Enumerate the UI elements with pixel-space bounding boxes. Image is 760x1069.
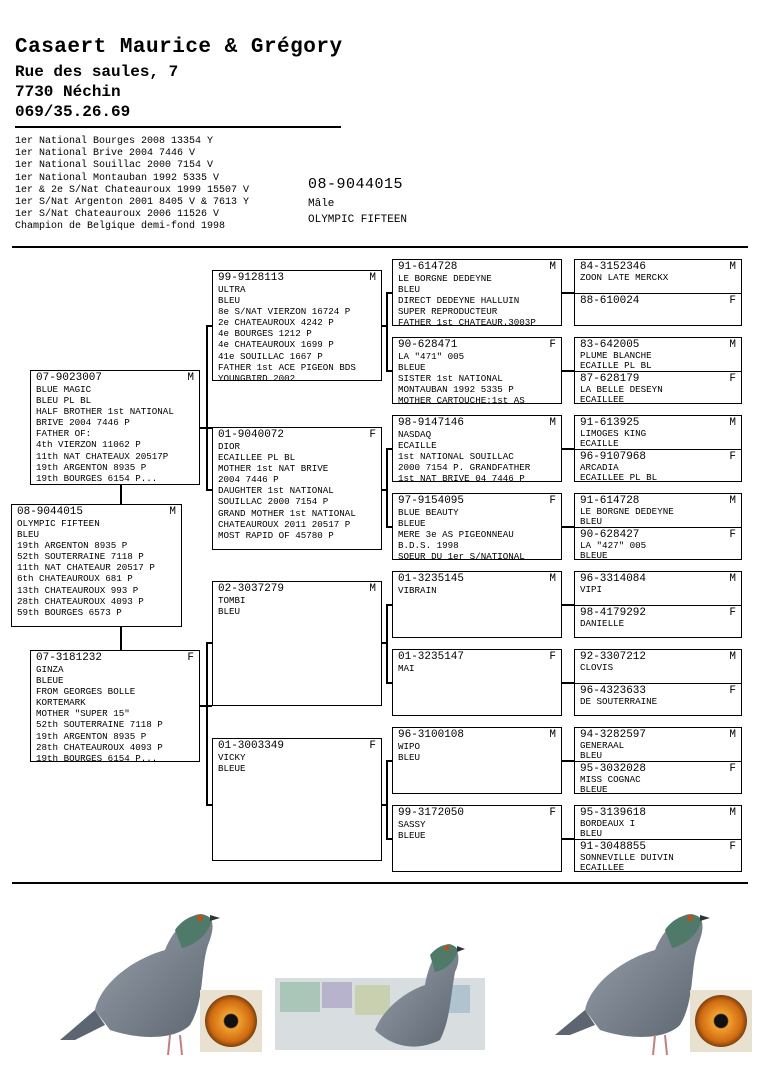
pedigree-line: VIPI <box>580 584 603 595</box>
connector-line <box>120 627 122 650</box>
ring-number: 97-9154095 <box>398 495 465 507</box>
pedigree-line: 1st NAT BRIVE 04 7446 P <box>398 473 525 482</box>
sex-marker: F <box>549 807 556 819</box>
pedigree-header <box>36 651 194 664</box>
gen4-sire-box <box>392 415 562 482</box>
connector-line <box>386 838 392 840</box>
ring-number: 96-3314084 <box>580 573 647 585</box>
pedigree-line: 8e S/NAT VIERZON 16724 P <box>218 306 351 318</box>
pedigree-line: CHATEAUROUX 2011 20517 P <box>218 518 351 530</box>
pedigree-line: 6th CHATEAUROUX 681 P <box>17 573 133 585</box>
header-underline <box>15 126 341 128</box>
gen4-dam-box <box>392 337 562 404</box>
dam-box <box>30 650 200 762</box>
pedigree-line: 52th SOUTERRAINE 7118 P <box>17 551 144 563</box>
pedigree-line: DAUGHTER 1st NATIONAL <box>218 485 334 497</box>
gen5-dam <box>575 683 741 716</box>
pedigree-header <box>17 505 176 518</box>
pedigree-header <box>218 271 376 284</box>
pedigree-line: ARCADIA <box>580 462 619 473</box>
pedigree-line: 13th CHATEAUROUX 993 P <box>17 584 139 596</box>
pedigree-line: 52th SOUTERRAINE 7118 P <box>36 719 163 731</box>
connector-line <box>562 292 574 294</box>
gen4-dam-box <box>392 649 562 716</box>
pedigree-header <box>398 494 556 507</box>
pedigree-line: 19th ARGENTON 8935 P <box>36 461 147 473</box>
pedigree-line: HALF BROTHER 1st NATIONAL <box>36 406 174 418</box>
pedigree-header <box>398 806 556 819</box>
pedigree-line: DIRECT DEDEYNE HALLUIN <box>398 295 520 307</box>
pedigree-line: KORTEMARK <box>36 697 86 709</box>
connector-line <box>386 604 392 606</box>
sex-marker: F <box>729 451 736 463</box>
sex-marker: F <box>549 651 556 663</box>
ring-number: 91-3048855 <box>580 841 647 853</box>
pedigree-line: BLEUE <box>580 550 608 560</box>
pedigree-line: MOTHER CARTOUCHE:1st AS <box>398 395 525 404</box>
pedigree-line: GINZA <box>36 664 64 675</box>
gen5-sire <box>575 728 741 761</box>
sex-marker: M <box>549 729 556 741</box>
pedigree-line: BLEUE <box>36 675 64 687</box>
pedigree-line: 19th ARGENTON 8935 P <box>36 730 147 742</box>
gen5-pair <box>574 493 742 560</box>
gen5-pair <box>574 337 742 404</box>
connector-line <box>386 760 392 762</box>
pedigree-header <box>218 739 376 752</box>
pedigree-line: SISTER 1st NATIONAL <box>398 373 503 385</box>
pedigree-line: SUPER REPRODUCTEUR <box>398 306 498 318</box>
ring-number: 91-614728 <box>398 261 458 273</box>
sire-box <box>30 370 200 485</box>
pedigree-line: BLEUE <box>218 763 246 775</box>
pedigree-line: TOMBI <box>218 595 246 606</box>
achievement-line: 1er S/Nat Argenton 2001 8405 V & 7613 Y <box>15 196 250 208</box>
gen5-sire <box>575 650 741 683</box>
ring-number: 98-9147146 <box>398 417 465 429</box>
gen4-sire-box <box>392 727 562 794</box>
pedigree-line: BLEU <box>398 752 421 764</box>
ring-number: 08-9044015 <box>17 506 84 518</box>
photo-strip <box>0 890 760 1064</box>
pedigree-line: CLOVIS <box>580 662 614 673</box>
gen5-pair <box>574 571 742 638</box>
sex-marker: M <box>729 339 736 351</box>
pedigree-line: VICKY <box>218 752 246 763</box>
connector-line <box>206 642 208 804</box>
owner-street: Rue des saules, 7 <box>15 63 179 81</box>
pedigree-line: 28th CHATEAUROUX 4093 P <box>17 595 144 607</box>
ring-number: 91-613925 <box>580 417 640 429</box>
connector-line <box>386 292 392 294</box>
gen4-dam-box <box>392 805 562 872</box>
pedigree-line: BLEU <box>580 828 603 839</box>
ring-number: 83-642005 <box>580 339 640 351</box>
gen5-dam <box>575 605 741 638</box>
pedigree-line: 2004 7446 P <box>218 474 279 486</box>
sex-marker: M <box>729 417 736 429</box>
pedigree-line: 2000 7154 P. GRANDFATHER <box>398 462 531 474</box>
connector-line <box>386 448 392 450</box>
sex-marker: F <box>729 841 736 853</box>
pedigree-line: NASDAQ <box>398 429 432 440</box>
sex-marker: F <box>729 373 736 385</box>
ring-number: 01-3003349 <box>218 740 285 752</box>
pedigree-line: SONNEVILLE DUIVIN <box>580 852 674 863</box>
gen5-sire <box>575 338 741 371</box>
gen5-sire <box>575 806 741 839</box>
sex-marker: F <box>729 607 736 619</box>
gen5-sire <box>575 494 741 527</box>
achievement-line: Champion de Belgique demi-fond 1998 <box>15 221 226 233</box>
ring-number: 99-9128113 <box>218 272 285 284</box>
pedigree-line: 28th CHATEAUROUX 4093 P <box>36 741 163 753</box>
pedigree-line: DANIELLE <box>580 618 625 629</box>
pedigree-line: LE BORGNE DEDEYNE <box>580 506 674 517</box>
connector-line <box>120 485 122 504</box>
pedigree-header <box>398 260 556 273</box>
pedigree-line: ECAILLEE PL BL <box>580 472 658 482</box>
ring-number: 98-4179292 <box>580 607 647 619</box>
pedigree-header <box>398 728 556 741</box>
pedigree-line: ECAILLEE <box>580 862 625 872</box>
pedigree-header <box>218 582 376 595</box>
ring-number: 96-9107968 <box>580 451 647 463</box>
sex-marker: F <box>729 295 736 307</box>
gen3-dam-box <box>212 738 382 861</box>
pedigree-line: LA BELLE DESEYN <box>580 384 663 395</box>
achievement-line: 1er National Brive 2004 7446 V <box>15 148 196 160</box>
sex-marker: F <box>729 685 736 697</box>
ring-number: 95-3139618 <box>580 807 647 819</box>
sex-marker: F <box>187 652 194 664</box>
connector-line <box>562 682 574 684</box>
connector-line <box>562 448 574 450</box>
pedigree-line: BLEUE <box>398 362 426 374</box>
pedigree-line: 11th NAT CHATEAUX 20517P <box>36 450 169 462</box>
pedigree-line: BLEUE <box>580 784 608 794</box>
sex-marker: M <box>187 372 194 384</box>
connector-line <box>562 370 574 372</box>
ring-number: 07-3181232 <box>36 652 103 664</box>
gen5-dam <box>575 371 741 404</box>
gen5-pair <box>574 415 742 482</box>
pedigree-line: FATHER 1st CHATEAUR.3003P <box>398 317 536 326</box>
pedigree-line: 4e CHATEAUROUX 1699 P <box>218 339 334 351</box>
pedigree-header <box>398 338 556 351</box>
sex-marker: F <box>729 529 736 541</box>
gen4-sire-box <box>392 571 562 638</box>
pedigree-line: LA "427" 005 <box>580 540 647 551</box>
sex-marker: F <box>729 763 736 775</box>
connector-line <box>206 325 212 327</box>
sex-marker: M <box>549 573 556 585</box>
pedigree-line: 4e BOURGES 1212 P <box>218 328 312 340</box>
pedigree-line: SOUILLAC 2000 7154 P <box>218 496 329 508</box>
owner-phone: 069/35.26.69 <box>15 103 131 121</box>
gen5-dam <box>575 293 741 326</box>
gen5-sire <box>575 572 741 605</box>
ring-number: 95-3032028 <box>580 763 647 775</box>
pedigree-line: BLEU <box>580 516 603 527</box>
pedigree-line: YOUNGBIRD 2002 <box>218 372 296 381</box>
pedigree-line: BLEU PL BL <box>36 395 92 407</box>
pedigree-line: BLEU <box>580 750 603 761</box>
sex-marker: F <box>369 429 376 441</box>
pigeon-photos <box>0 890 760 1064</box>
pedigree-header <box>36 371 194 384</box>
gen5-pair <box>574 727 742 794</box>
ring-number: 07-9023007 <box>36 372 103 384</box>
pigeon-photo-3 <box>555 914 752 1055</box>
connector-line <box>206 489 212 491</box>
pedigree-line: SOEUR DU 1er S/NATIONAL <box>398 551 525 560</box>
pedigree-line: GRAND MOTHER 1st NATIONAL <box>218 507 356 519</box>
gen4-sire-box <box>392 259 562 326</box>
pedigree-line: BLEUE <box>398 518 426 530</box>
pedigree-line: BLEU <box>17 529 40 541</box>
pedigree-line: ECAILLEE <box>580 394 625 404</box>
ring-number: 88-610024 <box>580 295 640 307</box>
gen5-dam <box>575 839 741 872</box>
connector-line <box>386 604 388 682</box>
pedigree-line: 41e SOUILLAC 1667 P <box>218 350 323 362</box>
pedigree-line: BLEU <box>218 606 241 618</box>
achievement-line: 1er National Bourges 2008 13354 Y <box>15 136 214 147</box>
pigeon-photo-1 <box>60 914 262 1055</box>
pedigree-line: MONTAUBAN 1992 5335 P <box>398 384 514 396</box>
sex-marker: M <box>729 651 736 663</box>
sex-marker: F <box>549 495 556 507</box>
subject-sex: Mâle <box>308 198 335 210</box>
sex-marker: M <box>169 506 176 518</box>
pedigree-line: FATHER 1st ACE PIGEON BDS <box>218 361 356 373</box>
pedigree-line: ECAILLE PL BL <box>580 360 652 371</box>
ring-number: 01-3235147 <box>398 651 465 663</box>
pedigree-line: ECAILLE <box>580 438 619 449</box>
gen5-sire <box>575 416 741 449</box>
connector-line <box>386 682 392 684</box>
pedigree-line: 4th VIERZON 11062 P <box>36 439 141 451</box>
owner-name: Casaert Maurice & Grégory <box>15 36 343 59</box>
sex-marker: M <box>729 495 736 507</box>
pedigree-line: ZOON LATE MERCKX <box>580 272 669 283</box>
pedigree-line: DE SOUTERRAINE <box>580 696 658 707</box>
pedigree-line: 11th NAT CHATEAUR 20517 P <box>17 562 155 574</box>
ring-number: 02-3037279 <box>218 583 285 595</box>
ring-number: 01-3235145 <box>398 573 465 585</box>
ring-number: 01-9040072 <box>218 429 285 441</box>
pedigree-line: MOST RAPID OF 45780 P <box>218 529 334 541</box>
connector-line <box>206 325 208 489</box>
gen5-pair <box>574 805 742 872</box>
connector-line <box>562 526 574 528</box>
pedigree-line: MOTHER 1st NAT BRIVE <box>218 463 329 475</box>
pedigree-header <box>580 572 736 585</box>
ring-number: 94-3282597 <box>580 729 647 741</box>
pedigree-line: FATHER OF: <box>36 428 92 440</box>
pedigree-line: VIBRAIN <box>398 585 437 596</box>
pedigree-line: 19th ARGENTON 8935 P <box>17 540 128 552</box>
pedigree-line: LE BORGNE DEDEYNE <box>398 273 492 284</box>
gen5-pair <box>574 649 742 716</box>
pedigree-line: DIOR <box>218 441 241 452</box>
pedigree-line: BLEUE <box>398 830 426 842</box>
achievement-line: 1er National Montauban 1992 5335 V <box>15 172 220 184</box>
ring-number: 90-628471 <box>398 339 458 351</box>
connector-line <box>562 760 574 762</box>
sex-marker: M <box>549 417 556 429</box>
pedigree-line: 19th BOURGES 6154 P... <box>36 472 158 484</box>
owner-city: 7730 Néchin <box>15 83 121 101</box>
pedigree-line: BORDEAUX I <box>580 818 636 829</box>
pedigree-header <box>398 416 556 429</box>
pedigree-line: BRIVE 2004 7446 P <box>36 417 130 429</box>
pedigree-header <box>398 572 556 585</box>
sex-marker: M <box>549 261 556 273</box>
pedigree-header <box>218 428 376 441</box>
pedigree-line: BLEU <box>218 295 241 307</box>
achievement-line: 1er S/Nat Chateauroux 2006 11526 V <box>15 209 220 221</box>
pedigree-header <box>398 650 556 663</box>
subject-name: OLYMPIC FIFTEEN <box>308 214 408 226</box>
divider-bottom <box>12 882 748 884</box>
pedigree-line: ULTRA <box>218 284 246 295</box>
ring-number: 91-614728 <box>580 495 640 507</box>
gen5-dam <box>575 449 741 482</box>
pedigree-line: WIPO <box>398 741 421 752</box>
pedigree-line: MAI <box>398 663 415 674</box>
pedigree-line: ECAILLE <box>398 440 437 452</box>
gen3-dam-box <box>212 427 382 550</box>
pedigree-line: 1st NATIONAL SOUILLAC <box>398 451 514 463</box>
connector-line <box>206 804 212 806</box>
pedigree-line: LA "471" 005 <box>398 351 465 362</box>
pedigree-line: 59th BOURGES 6573 P <box>17 606 122 618</box>
pedigree-line: LIMOGES KING <box>580 428 647 439</box>
subject-ring: 08-9044015 <box>308 176 404 193</box>
ring-number: 96-4323633 <box>580 685 647 697</box>
sex-marker: F <box>549 339 556 351</box>
connector-line <box>206 642 212 644</box>
pedigree-line: BLEU <box>398 284 421 296</box>
divider-top <box>12 246 748 248</box>
connector-line <box>386 760 388 838</box>
gen5-sire <box>575 260 741 293</box>
ring-number: 84-3152346 <box>580 261 647 273</box>
sex-marker: M <box>369 272 376 284</box>
connector-line <box>386 448 388 526</box>
gen4-dam-box <box>392 493 562 560</box>
achievements-list <box>15 136 249 234</box>
achievement-line: 1er & 2e S/Nat Chateauroux 1999 15507 V <box>15 184 250 196</box>
pedigree-line: 19th BOURGES 6154 P... <box>36 752 158 762</box>
pedigree-line: GENERAAL <box>580 740 625 751</box>
pedigree-line: SASSY <box>398 819 426 830</box>
pigeon-photo-2 <box>275 944 485 1050</box>
pedigree-line: BLUE MAGIC <box>36 384 92 395</box>
gen3-sire-box <box>212 581 382 706</box>
sex-marker: M <box>729 261 736 273</box>
connector-line <box>386 292 388 370</box>
sex-marker: M <box>729 729 736 741</box>
sex-marker: M <box>729 573 736 585</box>
gen5-dam <box>575 761 741 794</box>
connector-line <box>562 604 574 606</box>
pedigree-line: MOTHER "SUPER 15" <box>36 708 130 720</box>
pedigree-header <box>580 294 736 307</box>
ring-number: 90-628427 <box>580 529 640 541</box>
gen5-pair <box>574 259 742 326</box>
pedigree-line: OLYMPIC FIFTEEN <box>17 518 100 529</box>
pedigree-line: B.D.S. 1998 <box>398 540 459 552</box>
ring-number: 87-628179 <box>580 373 640 385</box>
sex-marker: F <box>369 740 376 752</box>
subject-box <box>11 504 182 627</box>
pedigree-line: MISS COGNAC <box>580 774 641 785</box>
ring-number: 96-3100108 <box>398 729 465 741</box>
ring-number: 92-3307212 <box>580 651 647 663</box>
sex-marker: M <box>369 583 376 595</box>
gen5-dam <box>575 527 741 560</box>
pedigree-line: BLUE BEAUTY <box>398 507 459 518</box>
achievement-line: 1er National Souillac 2000 7154 V <box>15 160 214 172</box>
pedigree-line: 2e CHATEAUROUX 4242 P <box>218 317 334 329</box>
pedigree-line: MERE 3e AS PIGEONNEAU <box>398 529 514 541</box>
connector-line <box>386 370 392 372</box>
pedigree-line: FROM GEORGES BOLLE <box>36 686 136 698</box>
pedigree-line: PLUME BLANCHE <box>580 350 652 361</box>
sex-marker: M <box>729 807 736 819</box>
connector-line <box>386 526 392 528</box>
pedigree-line: ECAILLEE PL BL <box>218 452 296 464</box>
ring-number: 99-3172050 <box>398 807 465 819</box>
connector-line <box>562 838 574 840</box>
gen3-sire-box <box>212 270 382 381</box>
